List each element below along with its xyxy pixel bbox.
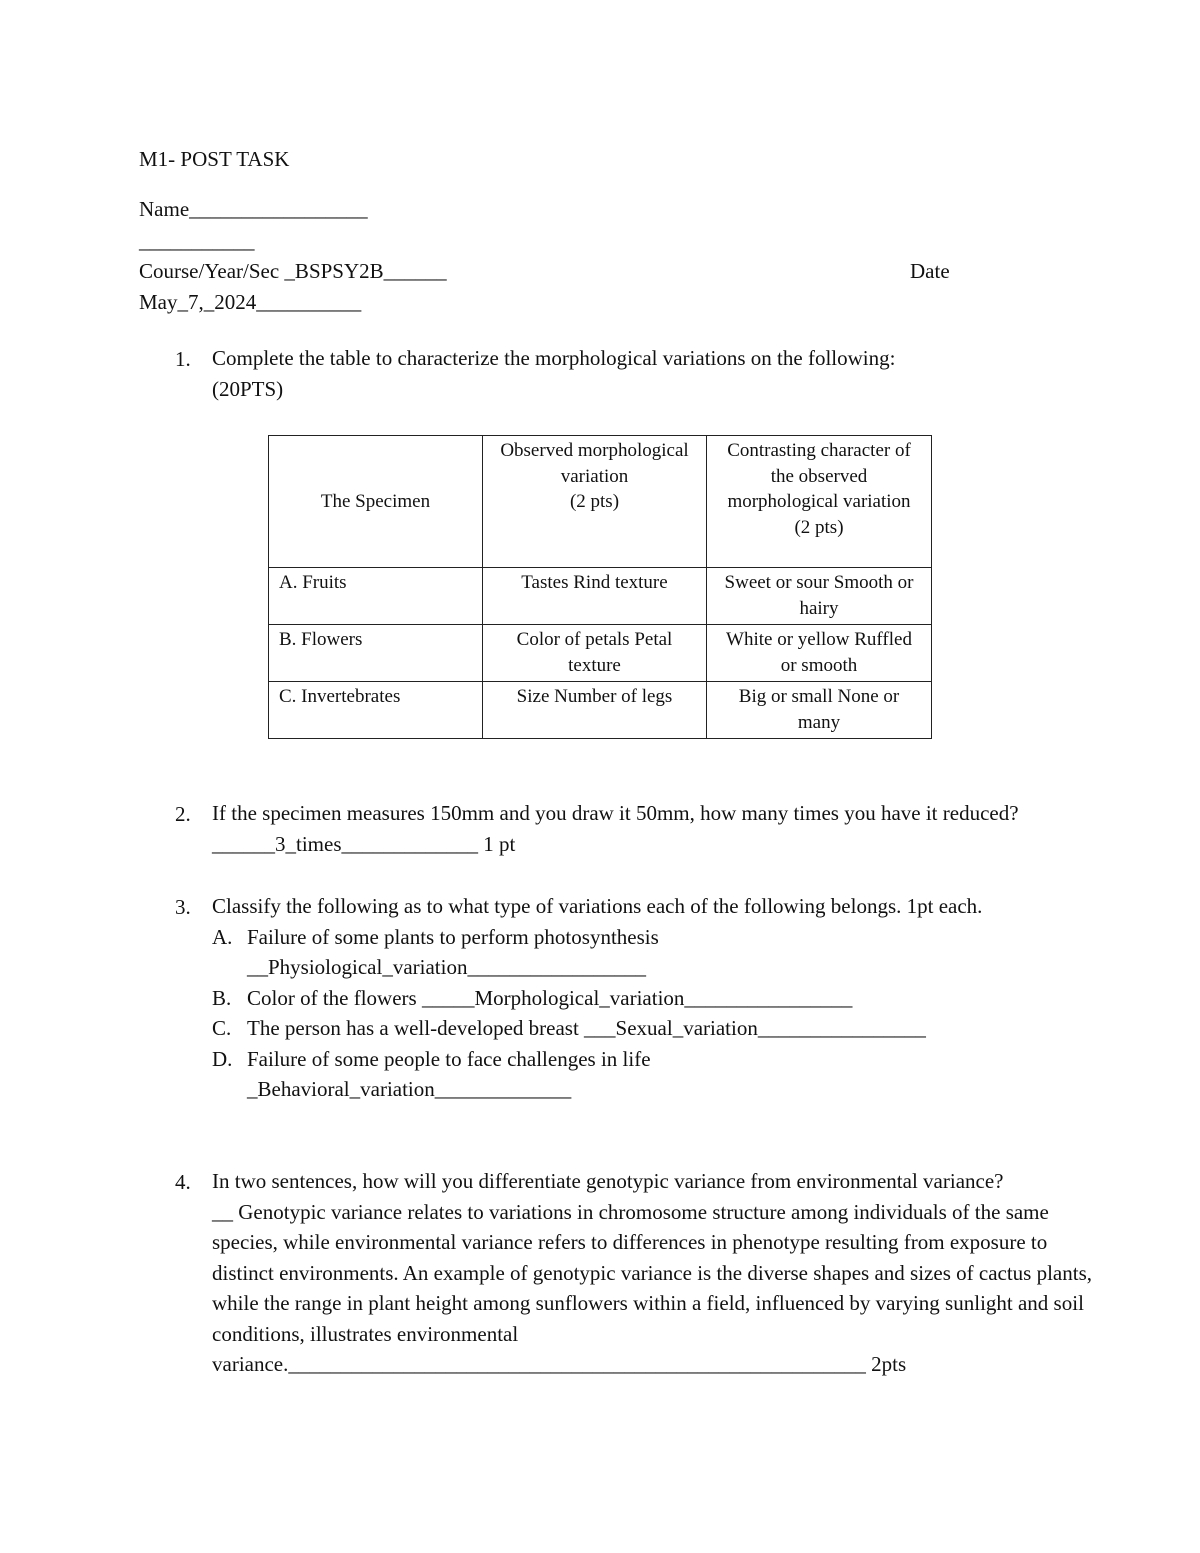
- q3-item-letter: A.: [212, 924, 233, 949]
- q2-prompt: If the specimen measures 150mm and you draw it 50mm, how many times you have it reduced?: [212, 801, 1019, 825]
- header-contrast-text: Contrasting character of the observed morphological variation: [727, 440, 911, 512]
- cell-specimen: A. Fruits: [269, 568, 483, 625]
- q1-points: (20PTS): [212, 376, 284, 401]
- table-header-row: [269, 436, 932, 568]
- q3-prompt: Classify the following as to what type of variations each of the following belongs. 1pt each.: [212, 894, 983, 918]
- cell-specimen: B. Flowers: [269, 625, 483, 682]
- q1-text: [212, 343, 1132, 404]
- q3-item-a: [212, 922, 1022, 953]
- specimen-table: [268, 435, 932, 739]
- table-row: [269, 625, 932, 682]
- q3-item-letter: D.: [212, 1046, 233, 1071]
- q3-item-text: Failure of some people to face challenges in life: [247, 1046, 651, 1071]
- name-field-continuation: ___________: [139, 229, 255, 253]
- header-specimen-text: The Specimen: [320, 490, 431, 512]
- name-field: Name_________________: [139, 197, 368, 221]
- date-label: Date: [910, 259, 950, 283]
- q1-number: 1.: [175, 347, 191, 371]
- q3-item-b: [212, 983, 1022, 1014]
- q3-item-text: The person has a well-developed breast ___Sexual_variation________________: [247, 1016, 926, 1040]
- cell-specimen: C. Invertebrates: [269, 682, 483, 739]
- q3-item-text: Color of the flowers _____Morphological_variation________________: [247, 985, 853, 1010]
- cell-observed: Color of petals Petal texture: [483, 625, 707, 682]
- header-specimen: [269, 436, 483, 568]
- cell-observed: Size Number of legs: [483, 682, 707, 739]
- cell-contrast: Sweet or sour Smooth or hairy: [707, 568, 932, 625]
- q3-item-letter: C.: [212, 1016, 232, 1040]
- q2-text: [212, 798, 1172, 859]
- q4-answer: __ Genotypic variance relates to variations in chromosome structure among individuals of the same species, while environmental variance refers to differences in phenotype resulting from exposure to distinct environments. An example of genotypic variance is the diverse shapes and sizes of cactus plants, while the range in plant height among sunflowers within a field, influenced by varying sunlight and soil conditions, illustrates environmental variance._______________________________________________________ 2pts: [212, 1199, 1093, 1376]
- cell-contrast: Big or small None or many: [707, 682, 932, 739]
- q3-number: 3.: [175, 895, 191, 919]
- cell-contrast: White or yellow Ruffled or smooth: [707, 625, 932, 682]
- q4-number: 4.: [175, 1170, 191, 1194]
- cell-observed: Tastes Rind texture: [483, 568, 707, 625]
- q3-item-letter: B.: [212, 985, 232, 1010]
- header-observed-text: Observed morphological variation: [500, 440, 689, 487]
- header-observed: [483, 436, 707, 568]
- q3-item-text: Failure of some plants to perform photosynthesis: [247, 924, 659, 949]
- q2-number: 2.: [175, 802, 191, 826]
- table-row: [269, 682, 932, 739]
- q4-prompt: In two sentences, how will you differentiate genotypic variance from environmental variance?: [212, 1169, 1004, 1193]
- q4-text: [212, 1166, 1112, 1380]
- q3-item-c: [212, 1013, 1022, 1044]
- q3-item-a-answer: __Physiological_variation_________________: [247, 955, 646, 979]
- header-observed-pts: (2 pts): [569, 491, 620, 512]
- q3-item-d: [212, 1044, 1022, 1075]
- q1-prompt: Complete the table to characterize the morphological variations on the following:: [212, 346, 896, 370]
- date-value: May_7,_2024__________: [139, 290, 362, 314]
- header-contrast: [707, 436, 932, 568]
- q3-text: [212, 891, 1022, 1105]
- header-contrast-pts: (2 pts): [794, 516, 844, 538]
- q3-item-d-answer: _Behavioral_variation_____________: [247, 1077, 572, 1101]
- course-field: Course/Year/Sec _BSPSY2B______: [139, 259, 447, 283]
- table-row: [269, 568, 932, 625]
- page-title: M1- POST TASK: [139, 147, 290, 171]
- q2-answer: ______3_times_____________ 1 pt: [212, 831, 516, 856]
